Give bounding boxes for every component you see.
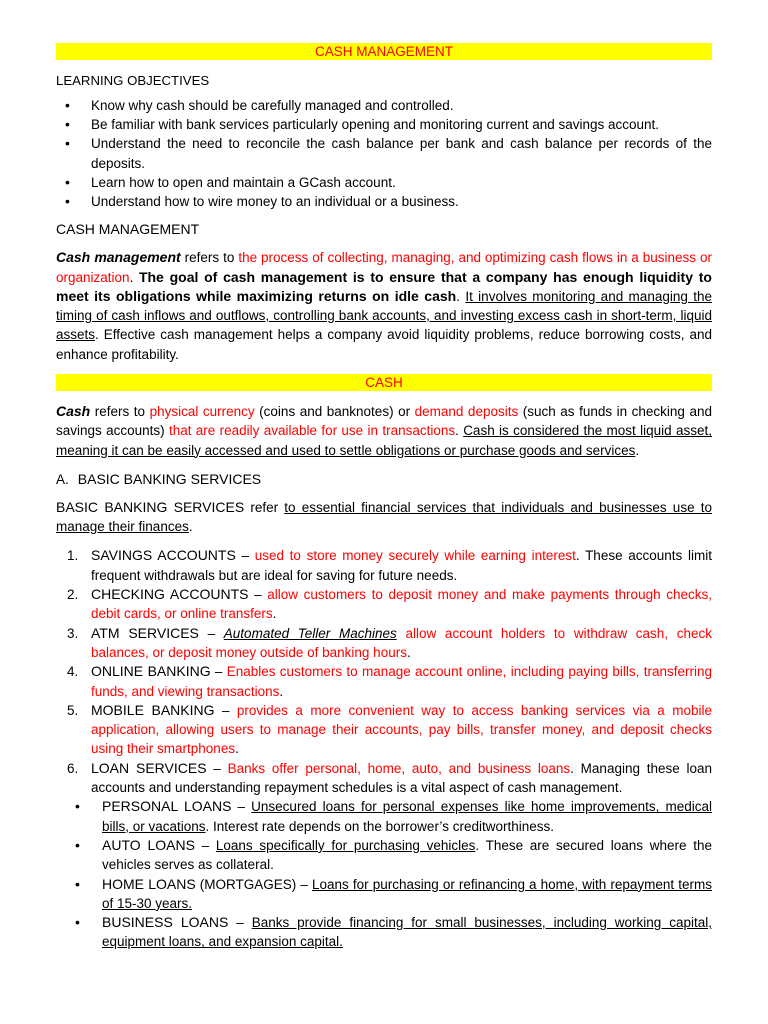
cash-management-paragraph: Cash management refers to the process of collecting, managing, and optimizing cash flows in a business or organization. The goal of cash management is to ensure that a company has enough liquidity to meet its obligations while maximizing returns on idle cash. It involves monitoring and managing the timing of cash inflows and outflows, controlling bank accounts, and investing excess cash in short-term, liquid assets. Effective cash management helps a company avoid liquidity problems, reduce borrowing costs, and enhance profitability. bbox=[56, 249, 712, 362]
service-label: LOAN SERVICES bbox=[91, 759, 207, 776]
loan-label: BUSINESS LOANS bbox=[102, 914, 229, 931]
learning-objectives-heading: LEARNING OBJECTIVES bbox=[56, 73, 210, 88]
service-item: 2. CHECKING ACCOUNTS – allow customers to deposit money and make payments through checks, debit cards, or online transfers. bbox=[67, 586, 712, 622]
objective-item: • Know why cash should be carefully managed and controlled. bbox=[56, 96, 712, 115]
document-page bbox=[56, 43, 712, 952]
loan-label: AUTO LOANS bbox=[102, 836, 195, 853]
loan-label: PERSONAL LOANS bbox=[102, 798, 232, 815]
learning-objectives-list bbox=[56, 96, 712, 211]
loan-label: HOME LOANS bbox=[102, 875, 196, 892]
service-item: 5. MOBILE BANKING – provides a more convenient way to access banking services via a mobile application, allowing users to manage their accounts, pay bills, transfer money, and deposit checks using their smartphones. bbox=[67, 701, 712, 757]
service-item: 1. SAVINGS ACCOUNTS – used to store money securely while earning interest. These accounts limit frequent withdrawals but are ideal for saving for future needs. bbox=[67, 547, 712, 583]
objective-item: • Learn how to open and maintain a GCash account. bbox=[56, 173, 712, 192]
banking-services-list bbox=[56, 546, 712, 797]
objective-item: • Be familiar with bank services particularly opening and monitoring current and savings account. bbox=[56, 115, 712, 134]
loan-item: • PERSONAL LOANS – Unsecured loans for personal expenses like home improvements, medical bills, or vacations. Interest rate depends on the borrower’s creditworthiness. bbox=[56, 797, 712, 836]
service-label: CHECKING ACCOUNTS bbox=[91, 586, 249, 603]
loan-item: • BUSINESS LOANS – Banks provide financing for small businesses, including working capital, equipment loans, and expansion capital. bbox=[56, 913, 712, 952]
cash-term: Cash bbox=[56, 403, 91, 419]
basic-banking-term: BASIC BANKING SERVICES bbox=[56, 498, 245, 515]
loan-types-list bbox=[56, 797, 712, 951]
service-label: MOBILE BANKING bbox=[91, 701, 215, 718]
section-a-marker: A. bbox=[56, 471, 69, 487]
loan-item: • AUTO LOANS – Loans specifically for purchasing vehicles. These are secured loans where the vehicles serves as collateral. bbox=[56, 836, 712, 875]
cash-banner: CASH bbox=[56, 374, 712, 391]
cash-management-definition: the process of collecting, managing, and optimizing cash flows in a business or organization bbox=[56, 250, 712, 285]
cash-management-heading: CASH MANAGEMENT bbox=[56, 221, 200, 238]
service-label: ONLINE BANKING bbox=[91, 663, 211, 680]
section-a-heading: A. BASIC BANKING SERVICES bbox=[56, 470, 262, 487]
service-item: 3. ATM SERVICES – Automated Teller Machines allow account holders to withdraw cash, check balances, or deposit money outside of banking hours. bbox=[67, 624, 713, 660]
objective-item: • Understand the need to reconcile the cash balance per bank and cash balance per records of the deposits. bbox=[56, 134, 712, 172]
cash-management-involves: It involves monitoring and managing the timing of cash inflows and outflows, controlling bank accounts, and investing excess cash in short-term, liquid assets bbox=[56, 288, 712, 343]
service-item: 4. ONLINE BANKING – Enables customers to manage account online, including paying bills, transferring funds, and viewing transactions. bbox=[67, 663, 712, 699]
service-item: 6. LOAN SERVICES – Banks offer personal, home, auto, and business loans. Managing these loan accounts and understanding repayment schedules is a vital aspect of cash management. bbox=[67, 759, 712, 796]
service-label: ATM SERVICES bbox=[91, 624, 199, 641]
cash-management-term: Cash management bbox=[56, 249, 181, 266]
title-banner: CASH MANAGEMENT bbox=[56, 43, 712, 60]
objective-item: • Understand how to wire money to an individual or a business. bbox=[56, 192, 712, 211]
cash-management-goal: The goal of cash management is to ensure that a company has enough liquidity to meet its obligations while maximizing returns on idle cash bbox=[56, 268, 712, 304]
loan-item: • HOME LOANS (MORTGAGES) – Loans for purchasing or refinancing a home, with repayment terms of 15-30 years. bbox=[56, 875, 712, 914]
basic-banking-paragraph: BASIC BANKING SERVICES refer to essential financial services that individuals and businesses use to manage their finances. bbox=[56, 498, 712, 535]
cash-paragraph: Cash refers to physical currency (coins and banknotes) or demand deposits (such as funds in checking and savings accounts) that are readily available for use in transactions. Cash is considered the most liquid asset, meaning it can be easily accessed and used to settle obligations or purchase goods and services. bbox=[56, 403, 712, 458]
service-label: SAVINGS ACCOUNTS bbox=[91, 547, 236, 564]
